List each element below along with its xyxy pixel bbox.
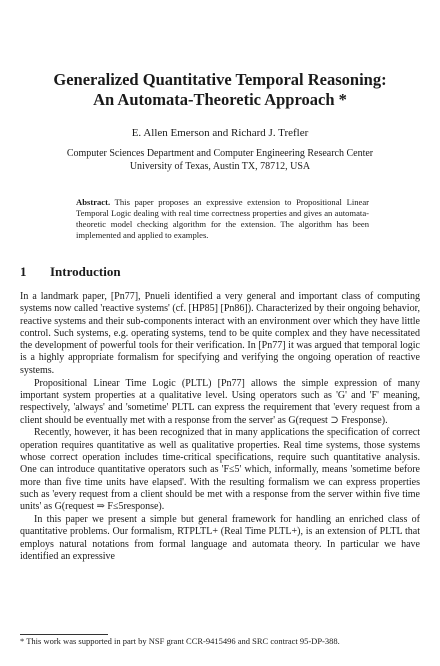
footnote: * This work was supported in part by NSF grant CCR-9415496 and SRC contract 95-DP-388. — [20, 636, 340, 646]
affiliation-line-1: Computer Sciences Department and Computer Engineering Research Center — [66, 148, 374, 159]
title-line-2: An Automata-Theoretic Approach * — [93, 90, 347, 109]
abstract — [76, 197, 369, 241]
section-number: 1 — [20, 264, 27, 279]
paragraph: In a landmark paper, [Pn77], Pnueli identified a very general and important class of computing systems now called 'reactive systems' (cf. [HP85] [Pn86]). Characterized by their ongoing behavior, reactive systems and their sub-components interact with an environment over which they have little control. Such systems, e.g. operating systems, tend to be quite complex and they have necessitated the development of powerful tools for their verification. In [Pn77] it was argued that temporal logic is a highly appropriate formalism for specifying and verifying the ongoing operation of reactive systems. — [20, 291, 420, 376]
paragraph: Propositional Linear Time Logic (PLTL) [Pn77] allows the simple expression of many important system properties at a qualitative level. Using operators such as 'G' and 'F' meaning, respectively, 'always' and 'sometime' PLTL can express the requirement that 'every request from a client should be eventually met with a response from the server' as G(request ⊃ Fresponse). — [20, 377, 420, 426]
paragraph: In this paper we present a simple but general framework for handling an enriched class of quantitative problems. Our formalism, RTPLTL+ (Real Time PLTL+), is an extension of PLTL that employs natural notations from formal language and automata theory. In particular we have identified an expressive — [20, 514, 420, 563]
affiliation-line-2: University of Texas, Austin TX, 78712, USA — [129, 161, 311, 172]
footnote-rule — [20, 634, 108, 635]
section-title: Introduction — [50, 264, 121, 279]
abstract-text: This paper proposes an expressive extension to Propositional Linear Temporal Logic dealing with real time correctness properties and gives an automata-theoretic model checking algorithm for the extension. The algorithm has been implemented and applied to examples. — [76, 197, 369, 240]
abstract-label: Abstract. — [76, 197, 111, 207]
paper-title — [0, 70, 440, 110]
section-heading — [20, 264, 121, 280]
affiliation — [0, 147, 440, 173]
body-text — [20, 291, 420, 564]
title-line-1: Generalized Quantitative Temporal Reasoning: — [53, 70, 387, 89]
author-list: E. Allen Emerson and Richard J. Trefler — [131, 127, 309, 139]
paragraph: Recently, however, it has been recognized that in many applications the specification of correct operation requires quantitative as well as qualitative properties. Real time systems, those systems whose correct operation includes time-critical specifications, require such quantitative analysis. One can introduce quantitative operators such as 'F≤5' which, informally, means 'sometime before more than five time units have elapsed'. With the resulting formalism we can express properties such as 'every request from a client should be met with a response from the server within five time units' as G(request ⇒ F≤5response). — [20, 427, 420, 513]
